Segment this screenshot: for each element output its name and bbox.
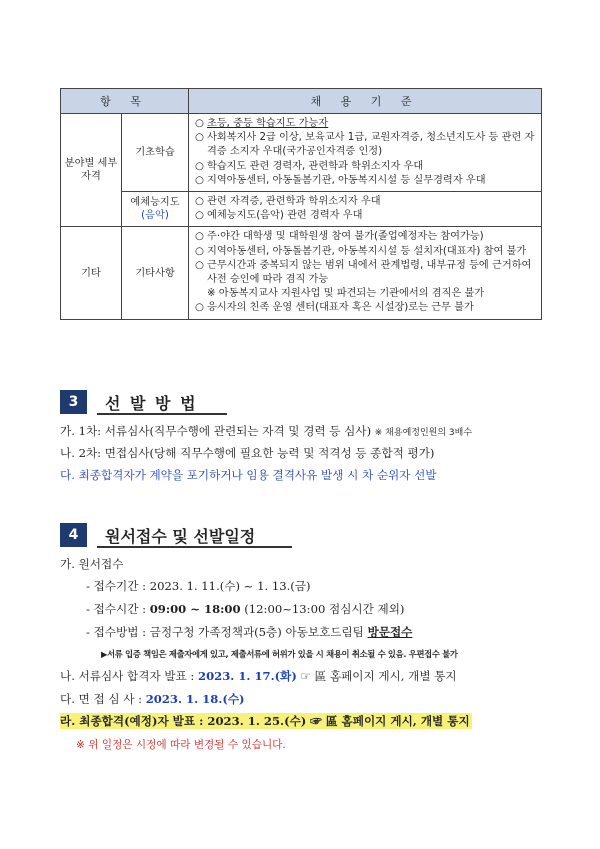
criteria-arts: ○ 관련 자격증, 관련학과 학위소지자 우대 ○ 예체능지도(음악) 관련 경력자 우대 bbox=[189, 192, 542, 227]
header-criteria: 채 용 기 준 bbox=[189, 89, 542, 114]
section4-title: 원서접수 및 선발일정 bbox=[105, 526, 256, 546]
criteria-basic: ○ 초등, 중등 학습지도 가능자 ○ 사회복지사 2급 이상, 보육교사 1급, 교원자격증, 청소년지도사 등 관련 자격증 소지자 우대(국가공인자격증 인정) ○ 학습지도 관련 경력자, 관련학과 학위소지자 우대 ○ 지역아동센터, 아동돌봄기관, 아동복지시설 등 실무경력자 우대 bbox=[189, 114, 542, 192]
category-other: 기타 bbox=[61, 227, 122, 319]
sub-other: 기타사항 bbox=[122, 227, 189, 319]
sub-basic: 기초학습 bbox=[122, 114, 189, 192]
s3-line-2: 나. 2차: 면접심사(당해 직무수행에 필요한 능력 및 적격성 등 종합적 평가) bbox=[60, 446, 435, 460]
section3-title: 선 발 방 법 bbox=[105, 393, 198, 413]
s4-footnote: ※ 위 일정은 시정에 따라 변경될 수 있습니다. bbox=[76, 739, 286, 751]
section4-header bbox=[60, 523, 255, 547]
section3-header bbox=[60, 390, 198, 414]
criteria-other: ○ 주·야간 대학생 및 대학원생 참여 불가(졸업예정자는 참여가능) ○ 지역아동센터, 아동돌봄기관, 아동복지시설 등 설치자(대표자) 참여 불가 ○ 근무시간과 중복되지 않는 범위 내에서 관계법령, 내부규정 등에 근거하여 사전 승인에 따라 겸직 가능 ※ 아동복지교사 지원사업 및 파견되는 기관에서의 겸직은 불가 ○ 응시자의 친족 운영 센터(대표자 혹은 시설장)로는 근무 불가 bbox=[189, 227, 542, 319]
other-note: ※ 아동복지교사 지원사업 및 파견되는 기관에서의 겸직은 불가 bbox=[207, 288, 485, 300]
section3-number: 3 bbox=[60, 390, 87, 414]
section4-underline bbox=[97, 546, 292, 548]
category-field: 분야별 세부자격 bbox=[61, 114, 122, 227]
section4-number: 4 bbox=[60, 523, 87, 547]
s4-method: - 접수방법 : 금정구청 가족정책과(5층) 아동보호드림팀 방문접수 bbox=[86, 625, 413, 639]
s4-time: - 접수시간 : 09:00 ~ 18:00 (12:00~13:00 점심시간 제외) bbox=[86, 602, 405, 616]
header-item: 항 목 bbox=[61, 89, 189, 114]
s4-d: 라. 최종합격(예정)자 발표 : 2023. 1. 25.(수) ☞ 區 홈페이지 게시, 개별 통지 bbox=[60, 714, 470, 728]
section3-underline bbox=[97, 413, 227, 415]
sub-arts: 예체능지도 (음악) bbox=[122, 192, 189, 227]
s4-c: 다. 면 접 심 사 : 2023. 1. 18.(수) bbox=[60, 692, 245, 706]
s4-warning: ▶서류 입증 책임은 제출자에게 있고, 제출서류에 허위가 있을 시 채용이 취소될 수 있음. 우편접수 불가 bbox=[101, 649, 458, 659]
s3-line-1: 가. 1차: 서류심사(직무수행에 관련되는 자격 및 경력 등 심사) ※ 채용예정인원의 3배수 bbox=[60, 424, 473, 438]
s4-b: 나. 서류심사 합격자 발표 : 2023. 1. 17.(화) ☞ 區 홈페이지 게시, 개별 통지 bbox=[60, 669, 457, 683]
s3-line-3: 다. 최종합격자가 계약을 포기하거나 임용 결격사유 발생 시 차 순위자 선발 bbox=[60, 468, 437, 482]
s4-a-label: 가. 원서접수 bbox=[60, 557, 124, 571]
criteria-table bbox=[60, 88, 542, 320]
s4-period: - 접수기간 : 2023. 1. 11.(수) ~ 1. 13.(금) bbox=[86, 579, 311, 593]
